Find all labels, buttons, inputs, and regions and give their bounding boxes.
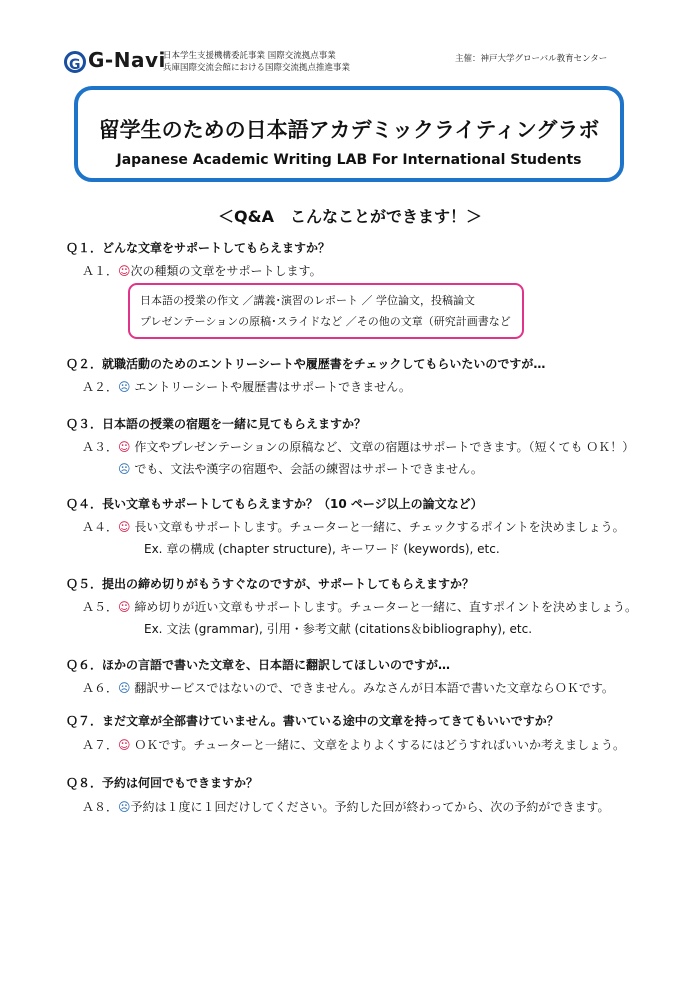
logo-text: G-Navi bbox=[88, 48, 166, 72]
g-circle-icon: G bbox=[64, 51, 86, 73]
question-1: Ｑ１．どんな文章をサポートしてもらえますか？ bbox=[66, 241, 331, 255]
document-types-line-2: プレゼンテーションの原稿･スライドなど ／その他の文章（研究計画書など bbox=[140, 315, 511, 328]
answer-5: Ａ５．☺ 締め切りが近い文章もサポートします。チューターと一緒に、直すポイントを決めましょう。 bbox=[82, 600, 638, 614]
smile-icon: ☺ bbox=[118, 264, 131, 278]
frown-icon: ☹ bbox=[118, 800, 131, 814]
question-4: Ｑ４．長い文章もサポートしてもらえますか？（10 ページ以上の論文など） bbox=[66, 497, 483, 511]
answer-3: Ａ３．☺ 作文やプレゼンテーションの原稿など、文章の宿題はサポートできます。（短くても ＯＫ！） bbox=[82, 440, 635, 454]
smile-icon: ☺ bbox=[118, 600, 131, 614]
frown-icon: ☹ bbox=[118, 681, 131, 695]
question-3: Ｑ３．日本語の授業の宿題を一緒に見てもらえますか？ bbox=[66, 417, 367, 431]
answer-1: Ａ１．☺次の種類の文章をサポートします。 bbox=[82, 264, 322, 278]
question-6: Ｑ６．ほかの言語で書いた文章を、日本語に翻訳してほしいのですが… bbox=[66, 658, 451, 672]
answer-2: Ａ２．☹ エントリーシートや履歴書はサポートできません。 bbox=[82, 380, 411, 394]
smile-icon: ☺ bbox=[118, 520, 131, 534]
smile-icon: ☺ bbox=[118, 440, 131, 454]
frown-icon: ☹ bbox=[118, 380, 131, 394]
question-2: Ｑ２．就職活動のためのエントリーシートや履歴書をチェックしてもらいたいのですが… bbox=[66, 357, 546, 371]
frown-icon: ☹ bbox=[118, 462, 131, 476]
title-box bbox=[74, 86, 624, 182]
page-title: 留学生のための日本語アカデミックライティングラボ bbox=[98, 118, 600, 142]
page-subtitle: Japanese Academic Writing LAB For International Students bbox=[116, 152, 582, 168]
answer-6: Ａ６．☹ 翻訳サービスではないので、できません。みなさんが日本語で書いた文章ならＯＫです。 bbox=[82, 681, 614, 695]
document-types-box bbox=[128, 283, 524, 339]
question-8: Ｑ８．予約は何回でもできますか？ bbox=[66, 776, 259, 790]
project-line-1: 日本学生支援機構委託事業 国際交流拠点事業 bbox=[163, 51, 336, 61]
question-7: Ｑ７．まだ文章が全部書けていません。書いている途中の文章を持ってきてもいいですか？ bbox=[66, 714, 559, 728]
g-navi-logo bbox=[64, 48, 166, 73]
answer-8: Ａ８．☹予約は１度に１回だけしてください。予約した回が終わってから、次の予約ができます。 bbox=[82, 800, 610, 814]
qa-heading: ＜Q&A こんなことができます！＞ bbox=[218, 207, 482, 226]
sponsor-text: 主催：神戸大学グローバル教育センター bbox=[455, 54, 608, 64]
project-line-2: 兵庫国際交流会館における国際交流拠点推進事業 bbox=[163, 63, 351, 73]
answer-3-line-2: ☹ でも、文法や漢字の宿題や、会話の練習はサポートできません。 bbox=[118, 462, 483, 476]
answer-4: Ａ４．☺ 長い文章もサポートします。チューターと一緒に、チェックするポイントを決めましょう。 bbox=[82, 520, 625, 534]
example-4: Ex. 章の構成 (chapter structure), キーワード (keywords), etc. bbox=[144, 542, 500, 556]
smile-icon: ☺ bbox=[118, 738, 131, 752]
question-5: Ｑ５．提出の締め切りがもうすぐなのですが、サポートしてもらえますか？ bbox=[66, 577, 475, 591]
document-types-line-1: 日本語の授業の作文 ／講義･演習のレポート ／ 学位論文，投稿論文 bbox=[140, 294, 475, 307]
example-5: Ex. 文法 (grammar), 引用・参考文献 (citations＆bibliography), etc. bbox=[144, 622, 533, 636]
answer-7: Ａ７．☺ ＯＫです。チューターと一緒に、文章をよりよくするにはどうすればいいか考えましょう。 bbox=[82, 738, 626, 752]
